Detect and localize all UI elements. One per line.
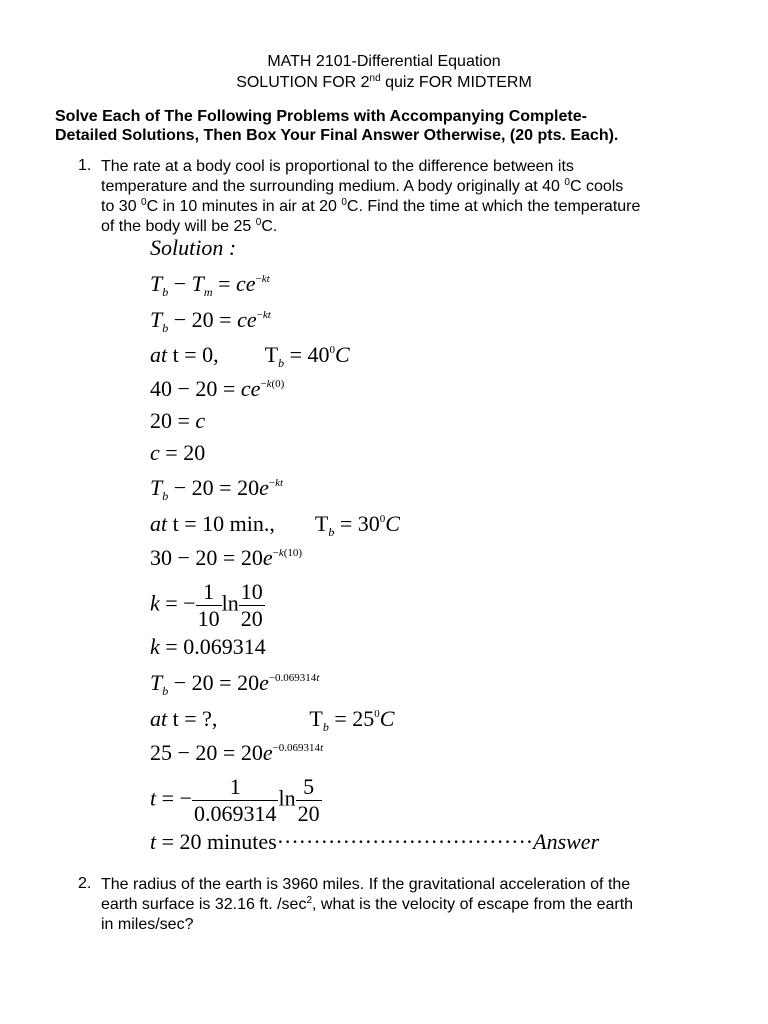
instructions — [55, 107, 735, 145]
instructions-line-2: Detailed Solutions, Then Box Your Final Answer Otherwise, (20 pts. Each). — [55, 127, 619, 144]
equation-step-7: $T_b - 20 = 20e^{-kt}$ — [150, 475, 284, 503]
equation-step-2: $T_b - 20 = ce^{-kt}$ — [150, 307, 271, 335]
final-answer: t = 20 minutes···································Answer — [150, 829, 600, 854]
problem-2-line-1: The radius of the earth is 3960 miles. If the gravitational acceleration of the — [101, 876, 631, 893]
equation-condition-3: at t = ?, $T_b = 25^0C$ — [150, 706, 395, 734]
problem-1-line-1: The rate at a body cool is proportional to the difference between its — [101, 158, 574, 175]
problem-1-line-4: of the body will be 25 $^0$C. — [101, 217, 278, 235]
equation-condition-1: at t = 0, $T_b = 40^0C$ — [150, 342, 350, 370]
answer-label: Answer — [533, 829, 600, 854]
equation-step-14: $25 - 20 = 20e^{-0.069314t}$ — [150, 740, 324, 765]
instructions-line-1: Solve Each of The Following Problems with Accompanying Complete- — [55, 108, 587, 125]
exponent-sup: 2 — [306, 895, 312, 906]
equation-step-4: $40 - 20 = ce^{-k(0)}$ — [150, 376, 285, 401]
equation-k-formula: k = − $\frac{1}{10}$ ln $\frac{10}{20}$ — [150, 579, 263, 631]
equation-k-value: k = 0.069314 — [150, 634, 266, 659]
problem-2-number: 2. — [78, 875, 92, 892]
problem-1-line-3: to 30 $^0$C in 10 minutes in air at 20 $^0$C. Find the time at which the temperature — [101, 197, 641, 215]
problem-2-line-2: earth surface is 32.16 ft. $/\sec^2$, what is the velocity of escape from the earth — [101, 895, 634, 913]
equation-newton-cooling: $T_b - T_m = ce^{-kt}$ — [150, 271, 270, 299]
quiz-title-suffix: quiz FOR MIDTERM — [380, 74, 532, 91]
problem-2-line-3: in miles/sec? — [101, 916, 194, 933]
problem-2-text — [101, 875, 731, 935]
quiz-title-prefix: SOLUTION FOR 2 — [236, 74, 370, 91]
equation-step-5: 20 = c — [150, 408, 206, 433]
equation-step-9: $30 - 20 = 20e^{-k(10)}$ — [150, 545, 303, 570]
equation-condition-2: at t = 10 min., $T_b = 30^0C$ — [150, 511, 400, 539]
problem-1-text — [101, 157, 731, 237]
degree-sup: 0 — [341, 197, 347, 208]
problem-1-number: 1. — [78, 157, 92, 174]
quiz-title — [0, 74, 768, 92]
course-title: MATH 2101-Differential Equation — [267, 53, 501, 70]
quiz-title-ordinal: nd — [369, 73, 381, 84]
equation-t-formula: t = − $\frac{1}{0.069314}$ ln $\frac{5}{20}$ — [150, 774, 320, 826]
degree-sup: 0 — [564, 177, 570, 188]
degree-sup: 0 — [141, 197, 147, 208]
equation-step-12: $T_b - 20 = 20e^{-0.069314t}$ — [150, 670, 320, 698]
degree-sup: 0 — [255, 217, 262, 228]
answer-leader-dots: ··································· — [276, 829, 534, 854]
equation-c-value: c = 20 — [150, 440, 206, 465]
problem-1-line-2: temperature and the surrounding medium. A body originally at 40 $^0$C cools — [101, 177, 624, 195]
solution-heading: Solution : — [150, 235, 237, 260]
